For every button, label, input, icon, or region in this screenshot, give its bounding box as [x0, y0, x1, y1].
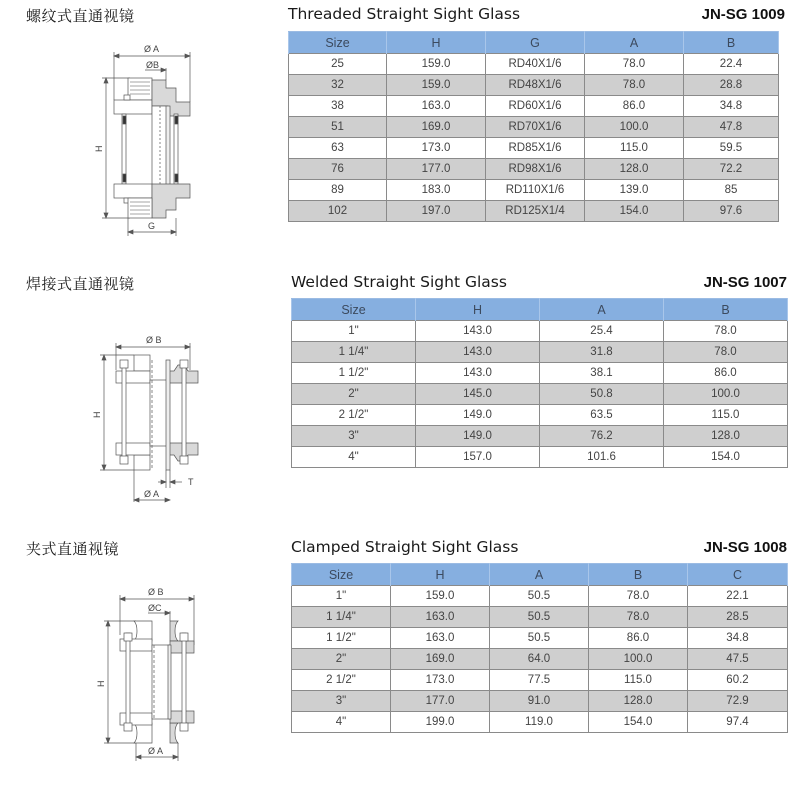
cell: 100.0	[589, 649, 688, 670]
cell: RD125X1/4	[486, 201, 585, 222]
cell: 78.0	[585, 54, 684, 75]
cell: 78.0	[664, 321, 788, 342]
dim-label-b: Ø B	[148, 587, 164, 597]
table-row	[289, 201, 779, 222]
threaded-spec-table	[288, 31, 779, 222]
cell: 143.0	[416, 321, 540, 342]
col-header-size: Size	[289, 32, 387, 54]
cell: 78.0	[664, 342, 788, 363]
welded-model-code: JN-SG 1007	[703, 274, 787, 291]
table-row	[289, 54, 779, 75]
cell: 154.0	[585, 201, 684, 222]
cell: 154.0	[589, 712, 688, 733]
cell: 51	[289, 117, 387, 138]
cell: 64.0	[490, 649, 589, 670]
cell: 50.5	[490, 607, 589, 628]
cell: 101.6	[540, 447, 664, 468]
dim-label-a: Ø A	[148, 746, 164, 756]
cell: 163.0	[391, 607, 490, 628]
welded-en-title: Welded Straight Sight Glass	[291, 273, 507, 291]
dim-label-t: T	[188, 477, 194, 487]
cell: 76	[289, 159, 387, 180]
cell: 86.0	[589, 628, 688, 649]
cell: RD70X1/6	[486, 117, 585, 138]
cell: 143.0	[416, 363, 540, 384]
cell: 72.2	[684, 159, 779, 180]
welded-cn-title: 焊接式直通视镜	[26, 275, 135, 293]
cell: 173.0	[391, 670, 490, 691]
cell: 91.0	[490, 691, 589, 712]
cell: 97.4	[688, 712, 788, 733]
cell: 1 1/2"	[292, 628, 391, 649]
cell: 159.0	[387, 54, 486, 75]
cell: 199.0	[391, 712, 490, 733]
cell: 3"	[292, 426, 416, 447]
table-row	[289, 117, 779, 138]
cell: 169.0	[387, 117, 486, 138]
cell: 89	[289, 180, 387, 201]
cell: 78.0	[585, 75, 684, 96]
cell: 28.8	[684, 75, 779, 96]
cell: 163.0	[391, 628, 490, 649]
cell: 50.8	[540, 384, 664, 405]
cell: 163.0	[387, 96, 486, 117]
cell: 22.4	[684, 54, 779, 75]
cell: 1 1/4"	[292, 342, 416, 363]
cell: 60.2	[688, 670, 788, 691]
cell: 85	[684, 180, 779, 201]
table-header-row	[292, 564, 788, 586]
table-row	[292, 712, 788, 733]
cell: 145.0	[416, 384, 540, 405]
cell: 50.5	[490, 586, 589, 607]
table-row	[292, 649, 788, 670]
threaded-model-code: JN-SG 1009	[701, 6, 785, 23]
cell: 143.0	[416, 342, 540, 363]
cell: 128.0	[664, 426, 788, 447]
cell: 25.4	[540, 321, 664, 342]
clamped-spec-table	[291, 563, 788, 733]
table-row	[292, 342, 788, 363]
clamped-cn-title: 夹式直通视镜	[26, 540, 120, 558]
dim-label-c: ØC	[148, 603, 162, 613]
cell: 149.0	[416, 405, 540, 426]
table-row	[289, 75, 779, 96]
dim-label-g: G	[148, 221, 156, 231]
cell: 2 1/2"	[292, 670, 391, 691]
col-header-size: Size	[292, 564, 391, 586]
cell: 2 1/2"	[292, 405, 416, 426]
cell: 97.6	[684, 201, 779, 222]
cell: 119.0	[490, 712, 589, 733]
cell: 115.0	[589, 670, 688, 691]
dim-label-h: H	[94, 145, 104, 152]
col-header-b: B	[684, 32, 779, 54]
table-header-row	[292, 299, 788, 321]
cell: 183.0	[387, 180, 486, 201]
cell: 177.0	[391, 691, 490, 712]
dim-label-b: ØB	[146, 60, 160, 70]
table-row	[289, 159, 779, 180]
clamped-sight-glass-drawing	[90, 585, 200, 765]
cell: 154.0	[664, 447, 788, 468]
cell: 1 1/2"	[292, 363, 416, 384]
cell: 2"	[292, 384, 416, 405]
col-header-b: B	[664, 299, 788, 321]
table-row	[292, 321, 788, 342]
cell: 100.0	[585, 117, 684, 138]
col-header-a: A	[490, 564, 589, 586]
dim-label-h: H	[96, 680, 106, 687]
cell: RD110X1/6	[486, 180, 585, 201]
cell: 4"	[292, 712, 391, 733]
cell: 22.1	[688, 586, 788, 607]
cell: 34.8	[684, 96, 779, 117]
cell: 1 1/4"	[292, 607, 391, 628]
dim-label-h: H	[92, 411, 102, 418]
table-row	[292, 691, 788, 712]
table-header-row	[289, 32, 779, 54]
clamped-en-title: Clamped Straight Sight Glass	[291, 538, 519, 556]
cell: RD60X1/6	[486, 96, 585, 117]
col-header-h: H	[416, 299, 540, 321]
cell: 47.5	[688, 649, 788, 670]
cell: 115.0	[664, 405, 788, 426]
cell: 159.0	[391, 586, 490, 607]
cell: 31.8	[540, 342, 664, 363]
col-header-b: B	[589, 564, 688, 586]
cell: RD98X1/6	[486, 159, 585, 180]
table-row	[292, 586, 788, 607]
welded-spec-table	[291, 298, 788, 468]
cell: 47.8	[684, 117, 779, 138]
cell: 32	[289, 75, 387, 96]
cell: RD40X1/6	[486, 54, 585, 75]
cell: 28.5	[688, 607, 788, 628]
table-row	[292, 447, 788, 468]
table-row	[292, 628, 788, 649]
col-header-c: C	[688, 564, 788, 586]
cell: 50.5	[490, 628, 589, 649]
threaded-section	[0, 0, 800, 250]
cell: 77.5	[490, 670, 589, 691]
cell: RD85X1/6	[486, 138, 585, 159]
cell: 159.0	[387, 75, 486, 96]
col-header-h: H	[391, 564, 490, 586]
cell: 1"	[292, 586, 391, 607]
table-row	[292, 405, 788, 426]
cell: 86.0	[664, 363, 788, 384]
table-row	[289, 138, 779, 159]
table-row	[289, 180, 779, 201]
cell: 86.0	[585, 96, 684, 117]
table-row	[292, 363, 788, 384]
table-row	[292, 426, 788, 447]
cell: 78.0	[589, 586, 688, 607]
cell: 173.0	[387, 138, 486, 159]
cell: 25	[289, 54, 387, 75]
clamped-model-code: JN-SG 1008	[703, 539, 787, 556]
cell: 157.0	[416, 447, 540, 468]
cell: 38.1	[540, 363, 664, 384]
cell: 78.0	[589, 607, 688, 628]
threaded-cn-title: 螺纹式直通视镜	[26, 7, 135, 25]
cell: 197.0	[387, 201, 486, 222]
col-header-g: G	[486, 32, 585, 54]
cell: 76.2	[540, 426, 664, 447]
table-row	[292, 607, 788, 628]
cell: 4"	[292, 447, 416, 468]
dim-label-a: Ø A	[144, 44, 160, 54]
col-header-h: H	[387, 32, 486, 54]
cell: RD48X1/6	[486, 75, 585, 96]
table-row	[292, 384, 788, 405]
cell: 1"	[292, 321, 416, 342]
clamped-section	[0, 530, 800, 789]
table-row	[292, 670, 788, 691]
cell: 63	[289, 138, 387, 159]
cell: 34.8	[688, 628, 788, 649]
cell: 128.0	[585, 159, 684, 180]
threaded-sight-glass-drawing	[90, 40, 200, 240]
cell: 72.9	[688, 691, 788, 712]
welded-section	[0, 265, 800, 515]
col-header-size: Size	[292, 299, 416, 321]
cell: 38	[289, 96, 387, 117]
cell: 169.0	[391, 649, 490, 670]
cell: 3"	[292, 691, 391, 712]
cell: 128.0	[589, 691, 688, 712]
cell: 149.0	[416, 426, 540, 447]
cell: 2"	[292, 649, 391, 670]
cell: 59.5	[684, 138, 779, 159]
welded-sight-glass-drawing	[90, 330, 200, 505]
cell: 115.0	[585, 138, 684, 159]
cell: 102	[289, 201, 387, 222]
dim-label-b: Ø B	[146, 335, 162, 345]
col-header-a: A	[540, 299, 664, 321]
cell: 63.5	[540, 405, 664, 426]
dim-label-a: Ø A	[144, 489, 160, 499]
table-row	[289, 96, 779, 117]
cell: 139.0	[585, 180, 684, 201]
cell: 100.0	[664, 384, 788, 405]
col-header-a: A	[585, 32, 684, 54]
cell: 177.0	[387, 159, 486, 180]
threaded-en-title: Threaded Straight Sight Glass	[288, 5, 521, 23]
